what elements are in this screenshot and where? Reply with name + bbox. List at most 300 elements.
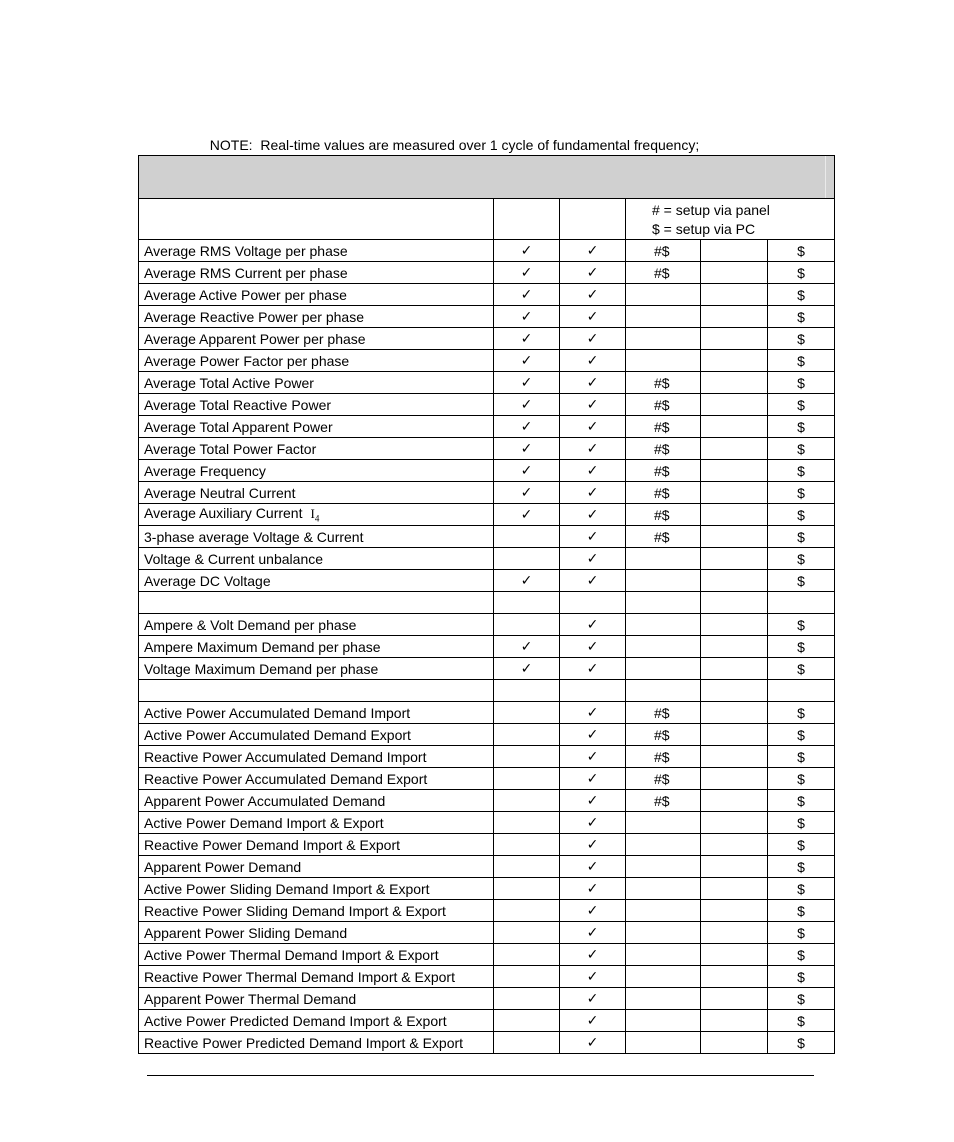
table-row (139, 614, 835, 636)
row-label (139, 482, 494, 504)
check-col-2 (560, 614, 626, 636)
pc-setup: $ (768, 944, 835, 966)
check-icon: ✓ (586, 441, 599, 457)
setup-code (626, 988, 701, 1010)
row-label-text: Reactive Power Accumulated Demand Export (144, 770, 428, 787)
table-row (139, 988, 835, 1010)
pc-setup: $ (768, 548, 835, 570)
check-col-2 (560, 504, 626, 526)
pc-setup: $ (768, 812, 835, 834)
row-label (139, 636, 494, 658)
check-col-2 (560, 240, 626, 262)
check-icon: ✓ (586, 551, 599, 567)
pc-setup: $ (768, 878, 835, 900)
check-col-1 (494, 526, 560, 548)
check-col-2 (560, 922, 626, 944)
pc-setup: $ (768, 372, 835, 394)
blank-col (701, 526, 768, 548)
pc-setup: $ (768, 482, 835, 504)
row-label-text: Reactive Power Demand Import & Export (144, 836, 400, 853)
row-label-text: Active Power Accumulated Demand Import (144, 704, 411, 721)
check-col-2 (560, 306, 626, 328)
check-icon: ✓ (586, 419, 599, 435)
row-label (139, 328, 494, 350)
pc-setup: $ (768, 856, 835, 878)
check-col-1 (494, 240, 560, 262)
setup-code (626, 900, 701, 922)
check-col-1 (494, 680, 560, 702)
check-col-1 (494, 636, 560, 658)
row-label (139, 790, 494, 812)
check-col-2 (560, 1010, 626, 1032)
check-col-1 (494, 768, 560, 790)
check-col-1 (494, 1032, 560, 1054)
check-col-2 (560, 284, 626, 306)
check-icon: ✓ (586, 727, 599, 743)
row-label-text: 3-phase average Voltage & Current (144, 528, 364, 545)
check-icon: ✓ (586, 705, 599, 721)
row-label (139, 834, 494, 856)
pc-setup: $ (768, 240, 835, 262)
check-icon: ✓ (586, 507, 599, 523)
row-label (139, 856, 494, 878)
pc-setup: $ (768, 262, 835, 284)
row-label-text: Reactive Power Sliding Demand Import & Export (144, 902, 446, 919)
setup-code (626, 570, 701, 592)
pc-setup: $ (768, 350, 835, 372)
check-icon: ✓ (586, 793, 599, 809)
check-col-2 (560, 262, 626, 284)
table-row (139, 702, 835, 724)
row-label-text: Ampere & Volt Demand per phase (144, 616, 357, 633)
check-col-1 (494, 306, 560, 328)
setup-code (626, 878, 701, 900)
check-col-1 (494, 614, 560, 636)
check-col-2 (560, 680, 626, 702)
setup-code: #$ (626, 460, 701, 482)
check-icon: ✓ (520, 463, 533, 479)
setup-code (626, 284, 701, 306)
row-label (139, 768, 494, 790)
blank-col (701, 394, 768, 416)
pc-setup: $ (768, 988, 835, 1010)
row-label (139, 526, 494, 548)
check-col-2 (560, 548, 626, 570)
pc-setup: $ (768, 438, 835, 460)
row-label (139, 966, 494, 988)
blank-col (701, 658, 768, 680)
row-label (139, 724, 494, 746)
setup-code (626, 614, 701, 636)
pc-setup: $ (768, 724, 835, 746)
check-icon: ✓ (586, 947, 599, 963)
blank-col (701, 548, 768, 570)
pc-setup: $ (768, 328, 835, 350)
check-icon: ✓ (586, 309, 599, 325)
check-col-2 (560, 878, 626, 900)
table-row (139, 460, 835, 482)
row-label-text: Average Total Power Factor (144, 440, 317, 457)
check-col-1 (494, 988, 560, 1010)
setup-code: #$ (626, 702, 701, 724)
pc-setup: $ (768, 922, 835, 944)
setup-code: #$ (626, 482, 701, 504)
check-icon: ✓ (520, 375, 533, 391)
blank-col (701, 966, 768, 988)
table-row (139, 504, 835, 526)
check-icon: ✓ (520, 265, 533, 281)
check-col-1 (494, 834, 560, 856)
pc-setup: $ (768, 966, 835, 988)
pc-setup (768, 680, 835, 702)
table-row (139, 372, 835, 394)
check-icon: ✓ (586, 815, 599, 831)
check-col-1 (494, 900, 560, 922)
blank-col (701, 944, 768, 966)
check-col-2 (560, 328, 626, 350)
check-col-2 (560, 658, 626, 680)
check-icon: ✓ (586, 485, 599, 501)
table-row (139, 592, 835, 614)
setup-code (626, 1032, 701, 1054)
row-label-text: Average Total Active Power (144, 374, 314, 391)
pc-setup: $ (768, 636, 835, 658)
blank-col (701, 856, 768, 878)
pc-setup: $ (768, 790, 835, 812)
pc-setup: $ (768, 834, 835, 856)
row-label-text: Average Auxiliary Current (144, 505, 303, 522)
table-row (139, 658, 835, 680)
setup-code (626, 922, 701, 944)
setup-code: #$ (626, 394, 701, 416)
blank-col (701, 922, 768, 944)
check-col-2 (560, 438, 626, 460)
check-col-2 (560, 746, 626, 768)
setup-code: #$ (626, 262, 701, 284)
check-col-2 (560, 482, 626, 504)
row-label (139, 812, 494, 834)
check-col-2 (560, 1032, 626, 1054)
table-row (139, 966, 835, 988)
check-col-1 (494, 724, 560, 746)
check-icon: ✓ (586, 1035, 599, 1051)
check-col-2 (560, 636, 626, 658)
check-col-1 (494, 416, 560, 438)
setup-code: #$ (626, 416, 701, 438)
setup-code (626, 1010, 701, 1032)
table-row (139, 834, 835, 856)
check-col-1 (494, 944, 560, 966)
check-col-2 (560, 724, 626, 746)
check-icon: ✓ (520, 441, 533, 457)
check-col-1 (494, 702, 560, 724)
blank-col (701, 988, 768, 1010)
check-icon: ✓ (586, 661, 599, 677)
row-label (139, 988, 494, 1010)
table-row (139, 922, 835, 944)
check-col-2 (560, 944, 626, 966)
check-col-1 (494, 592, 560, 614)
table-row (139, 900, 835, 922)
row-label-text: Reactive Power Thermal Demand Import & Export (144, 968, 455, 985)
table-row (139, 790, 835, 812)
check-icon: ✓ (586, 353, 599, 369)
check-icon: ✓ (520, 419, 533, 435)
check-icon: ✓ (586, 903, 599, 919)
check-col-2 (560, 372, 626, 394)
check-col-1 (494, 856, 560, 878)
setup-code: #$ (626, 724, 701, 746)
row-label-text: Active Power Accumulated Demand Export (144, 726, 411, 743)
setup-code (626, 350, 701, 372)
table-row (139, 548, 835, 570)
check-col-1 (494, 482, 560, 504)
check-icon: ✓ (586, 265, 599, 281)
pc-setup: $ (768, 284, 835, 306)
row-label-text: Average Apparent Power per phase (144, 330, 366, 347)
check-col-1 (494, 746, 560, 768)
check-col-1 (494, 438, 560, 460)
table-row (139, 768, 835, 790)
check-icon: ✓ (520, 661, 533, 677)
blank-col (701, 790, 768, 812)
row-label (139, 372, 494, 394)
table-row (139, 812, 835, 834)
blank-col (701, 438, 768, 460)
check-col-2 (560, 812, 626, 834)
row-label-text: Apparent Power Sliding Demand (144, 924, 348, 941)
blank-col (701, 570, 768, 592)
table-row (139, 394, 835, 416)
table-row (139, 878, 835, 900)
check-icon: ✓ (520, 243, 533, 259)
check-icon: ✓ (586, 881, 599, 897)
setup-code: #$ (626, 438, 701, 460)
table-row (139, 306, 835, 328)
pc-setup: $ (768, 416, 835, 438)
setup-code (626, 966, 701, 988)
blank-col (701, 878, 768, 900)
table-row (139, 526, 835, 548)
blank-col (701, 768, 768, 790)
blank-col (701, 680, 768, 702)
footer-divider (147, 1075, 814, 1076)
row-label-text: Apparent Power Thermal Demand (144, 990, 357, 1007)
check-icon: ✓ (520, 309, 533, 325)
check-col-1 (494, 570, 560, 592)
row-label-text: Apparent Power Demand (144, 858, 302, 875)
check-col-1 (494, 790, 560, 812)
pc-setup (768, 592, 835, 614)
check-icon: ✓ (586, 639, 599, 655)
setup-code (626, 328, 701, 350)
row-label-text: Average Neutral Current (144, 484, 296, 501)
row-label-text: Average Active Power per phase (144, 286, 347, 303)
table-row (139, 284, 835, 306)
blank-col (701, 482, 768, 504)
row-label (139, 1010, 494, 1032)
row-label-text: Average DC Voltage (144, 572, 271, 589)
check-icon: ✓ (586, 1013, 599, 1029)
check-col-2 (560, 592, 626, 614)
row-label (139, 394, 494, 416)
setup-code (626, 944, 701, 966)
row-label-text: Voltage Maximum Demand per phase (144, 660, 379, 677)
blank-col (701, 592, 768, 614)
table-row (139, 262, 835, 284)
check-icon: ✓ (586, 243, 599, 259)
blank-col (701, 284, 768, 306)
row-label-text: Average Total Apparent Power (144, 418, 333, 435)
setup-code: #$ (626, 768, 701, 790)
check-icon: ✓ (520, 639, 533, 655)
check-icon: ✓ (586, 287, 599, 303)
setup-code: #$ (626, 372, 701, 394)
row-label (139, 284, 494, 306)
setup-code: #$ (626, 504, 701, 526)
check-icon: ✓ (520, 573, 533, 589)
check-col-2 (560, 394, 626, 416)
row-label (139, 350, 494, 372)
row-label (139, 922, 494, 944)
check-icon: ✓ (586, 375, 599, 391)
check-col-1 (494, 350, 560, 372)
check-icon: ✓ (520, 397, 533, 413)
row-label (139, 438, 494, 460)
check-icon: ✓ (586, 991, 599, 1007)
row-label (139, 658, 494, 680)
check-icon: ✓ (520, 507, 533, 523)
blank-col (701, 746, 768, 768)
row-label (139, 702, 494, 724)
check-icon: ✓ (586, 771, 599, 787)
pc-setup: $ (768, 768, 835, 790)
check-col-2 (560, 416, 626, 438)
row-label (139, 460, 494, 482)
table-row (139, 350, 835, 372)
row-label (139, 262, 494, 284)
table-row (139, 724, 835, 746)
check-col-2 (560, 768, 626, 790)
check-col-1 (494, 504, 560, 526)
table-row (139, 570, 835, 592)
check-col-1 (494, 658, 560, 680)
row-label (139, 614, 494, 636)
row-label (139, 680, 494, 702)
row-label (139, 1032, 494, 1054)
check-col-2 (560, 526, 626, 548)
pc-setup: $ (768, 614, 835, 636)
pc-setup: $ (768, 900, 835, 922)
blank-col (701, 812, 768, 834)
row-label-text: Ampere Maximum Demand per phase (144, 638, 381, 655)
blank-col (701, 636, 768, 658)
table-row (139, 438, 835, 460)
blank-col (701, 416, 768, 438)
check-icon: ✓ (586, 925, 599, 941)
pc-setup: $ (768, 394, 835, 416)
setup-legend (626, 199, 834, 239)
table-row (139, 680, 835, 702)
check-col-2 (560, 900, 626, 922)
check-col-1 (494, 922, 560, 944)
row-label (139, 504, 494, 526)
table-row (139, 240, 835, 262)
row-label (139, 548, 494, 570)
check-icon: ✓ (586, 331, 599, 347)
measurements-table (138, 155, 835, 1054)
pc-setup: $ (768, 460, 835, 482)
row-label (139, 306, 494, 328)
row-label-text: Active Power Demand Import & Export (144, 814, 384, 831)
pc-setup: $ (768, 1032, 835, 1054)
setup-code (626, 812, 701, 834)
check-col-1 (494, 328, 560, 350)
check-icon: ✓ (520, 287, 533, 303)
table-row (139, 746, 835, 768)
blank-col (701, 240, 768, 262)
check-col-2 (560, 790, 626, 812)
setup-code (626, 636, 701, 658)
row-label-text: Active Power Predicted Demand Import & Export (144, 1012, 447, 1029)
row-label (139, 944, 494, 966)
row-label-text: Active Power Thermal Demand Import & Export (144, 946, 439, 963)
check-col-1 (494, 284, 560, 306)
blank-col (701, 724, 768, 746)
note-line-1: NOTE: Real-time values are measured over 1 cycle of fundamental frequency; (209, 137, 700, 153)
blank-col (701, 614, 768, 636)
blank-col (701, 328, 768, 350)
row-label (139, 570, 494, 592)
table-row (139, 944, 835, 966)
row-label (139, 240, 494, 262)
row-label-text: Average Power Factor per phase (144, 352, 350, 369)
check-col-1 (494, 548, 560, 570)
row-label (139, 416, 494, 438)
row-label-text: Average Frequency (144, 462, 266, 479)
check-col-1 (494, 1010, 560, 1032)
check-icon: ✓ (586, 463, 599, 479)
row-label (139, 746, 494, 768)
check-col-2 (560, 702, 626, 724)
check-col-2 (560, 350, 626, 372)
check-col-1 (494, 812, 560, 834)
setup-code: #$ (626, 240, 701, 262)
check-icon: ✓ (586, 859, 599, 875)
row-label (139, 900, 494, 922)
table-row (139, 856, 835, 878)
setup-code: #$ (626, 526, 701, 548)
table-row (139, 1032, 835, 1054)
blank-col (701, 900, 768, 922)
check-col-2 (560, 966, 626, 988)
check-icon: ✓ (586, 837, 599, 853)
setup-code: #$ (626, 790, 701, 812)
check-col-2 (560, 988, 626, 1010)
blank-col (701, 306, 768, 328)
row-label-text: Apparent Power Accumulated Demand (144, 792, 386, 809)
check-icon: ✓ (586, 573, 599, 589)
legend-row (139, 199, 835, 240)
table-row (139, 1010, 835, 1032)
row-label-text: Voltage & Current unbalance (144, 550, 324, 567)
check-icon: ✓ (520, 485, 533, 501)
pc-setup: $ (768, 1010, 835, 1032)
blank-col (701, 262, 768, 284)
row-label-text: Active Power Sliding Demand Import & Export (144, 880, 430, 897)
setup-code (626, 834, 701, 856)
check-col-2 (560, 570, 626, 592)
